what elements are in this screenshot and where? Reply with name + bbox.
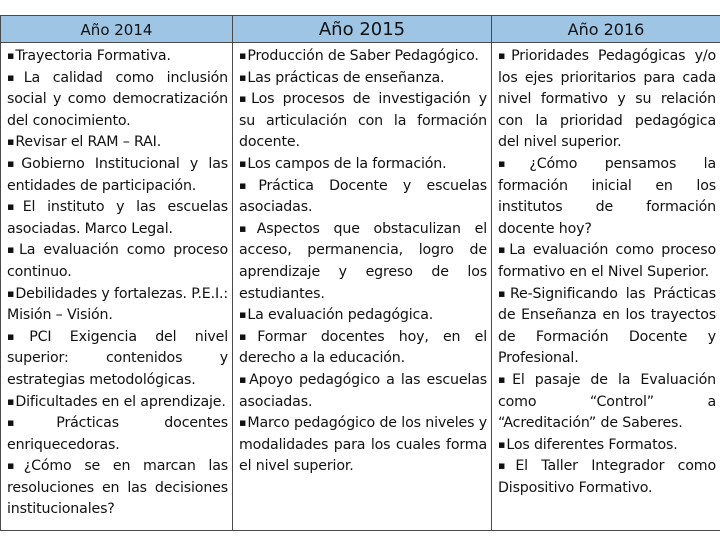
topic-item: ▪ Práctica Docente y escuelas asociadas.	[239, 176, 487, 219]
topic-item: ▪ Prácticas docentes enriquecedoras.	[7, 413, 228, 456]
topic-item: ▪ Formar docentes hoy, en el derecho a la educación.	[239, 327, 487, 370]
topic-item: ▪ Prioridades Pedagógicas y/o los ejes prioritarios para cada nivel formativo y su relación con la prioridad pedagógica del nivel superior.	[498, 46, 716, 154]
topic-item: ▪ Dificultades en el aprendizaje.	[7, 392, 228, 414]
topic-item: ▪ Debilidades y fortalezas. P.E.I.: Misión – Visión.	[7, 284, 228, 327]
topic-item: ▪ Gobierno Institucional y las entidades de participación.	[7, 154, 228, 197]
topic-item: ▪ El Taller Integrador como Dispositivo Formativo.	[498, 456, 716, 499]
topics-cell-2016	[492, 43, 720, 531]
topic-list-2015	[239, 46, 487, 478]
topic-item: ▪ El pasaje de la Evaluación como “Control” a “Acreditación” de Saberes.	[498, 370, 716, 435]
topic-item: ▪ Los campos de la formación.	[239, 154, 487, 176]
header-row	[1, 16, 720, 43]
topics-cell-2015	[233, 43, 492, 531]
topic-item: ▪ Apoyo pedagógico a las escuelas asociadas.	[239, 370, 487, 413]
topic-item: ▪ Las prácticas de enseñanza.	[239, 68, 487, 90]
topic-item: ▪ Producción de Saber Pedagógico.	[239, 46, 487, 68]
topic-item: ▪ PCI Exigencia del nivel superior: contenidos y estrategias metodológicas.	[7, 327, 228, 392]
header-year-2014	[1, 16, 233, 43]
yearly-topics-table	[0, 15, 720, 531]
topic-list-2016	[498, 46, 716, 499]
topic-item: ▪ Trayectoria Formativa.	[7, 46, 228, 68]
topic-item: ▪ ¿Cómo pensamos la formación inicial en los institutos de formación docente hoy?	[498, 154, 716, 240]
topic-item: ▪ Marco pedagógico de los niveles y modalidades para los cuales forma el nivel superior.	[239, 413, 487, 478]
topic-list-2014	[7, 46, 228, 521]
year-label: Año 2014	[80, 20, 153, 39]
topic-item: ▪ La calidad como inclusión social y como democratización del conocimiento.	[7, 68, 228, 133]
year-label: Año 2015	[318, 18, 406, 40]
topic-item: ▪ Aspectos que obstaculizan el acceso, permanencia, logro de aprendizaje y egreso de los estudiantes.	[239, 219, 487, 305]
topic-item: ▪ El instituto y las escuelas asociadas. Marco Legal.	[7, 197, 228, 240]
topic-item: ▪ La evaluación pedagógica.	[239, 305, 487, 327]
topics-cell-2014	[1, 43, 233, 531]
topic-item: ▪ ¿Cómo se en marcan las resoluciones en las decisiones institucionales?	[7, 456, 228, 521]
header-year-2016	[492, 16, 720, 43]
year-label: Año 2016	[567, 19, 645, 39]
header-year-2015	[233, 16, 492, 43]
topic-item: ▪ Revisar el RAM – RAI.	[7, 132, 228, 154]
topic-item: ▪ La evaluación como proceso formativo en el Nivel Superior.	[498, 240, 716, 283]
topic-item: ▪ La evaluación como proceso continuo.	[7, 240, 228, 283]
content-row	[1, 43, 720, 531]
topic-item: ▪ Re-Significando las Prácticas de Enseñanza en los trayectos de Formación Docente y Profesional.	[498, 284, 716, 370]
topic-item: ▪ Los procesos de investigación y su articulación con la formación docente.	[239, 89, 487, 154]
topic-item: ▪ Los diferentes Formatos.	[498, 435, 716, 457]
